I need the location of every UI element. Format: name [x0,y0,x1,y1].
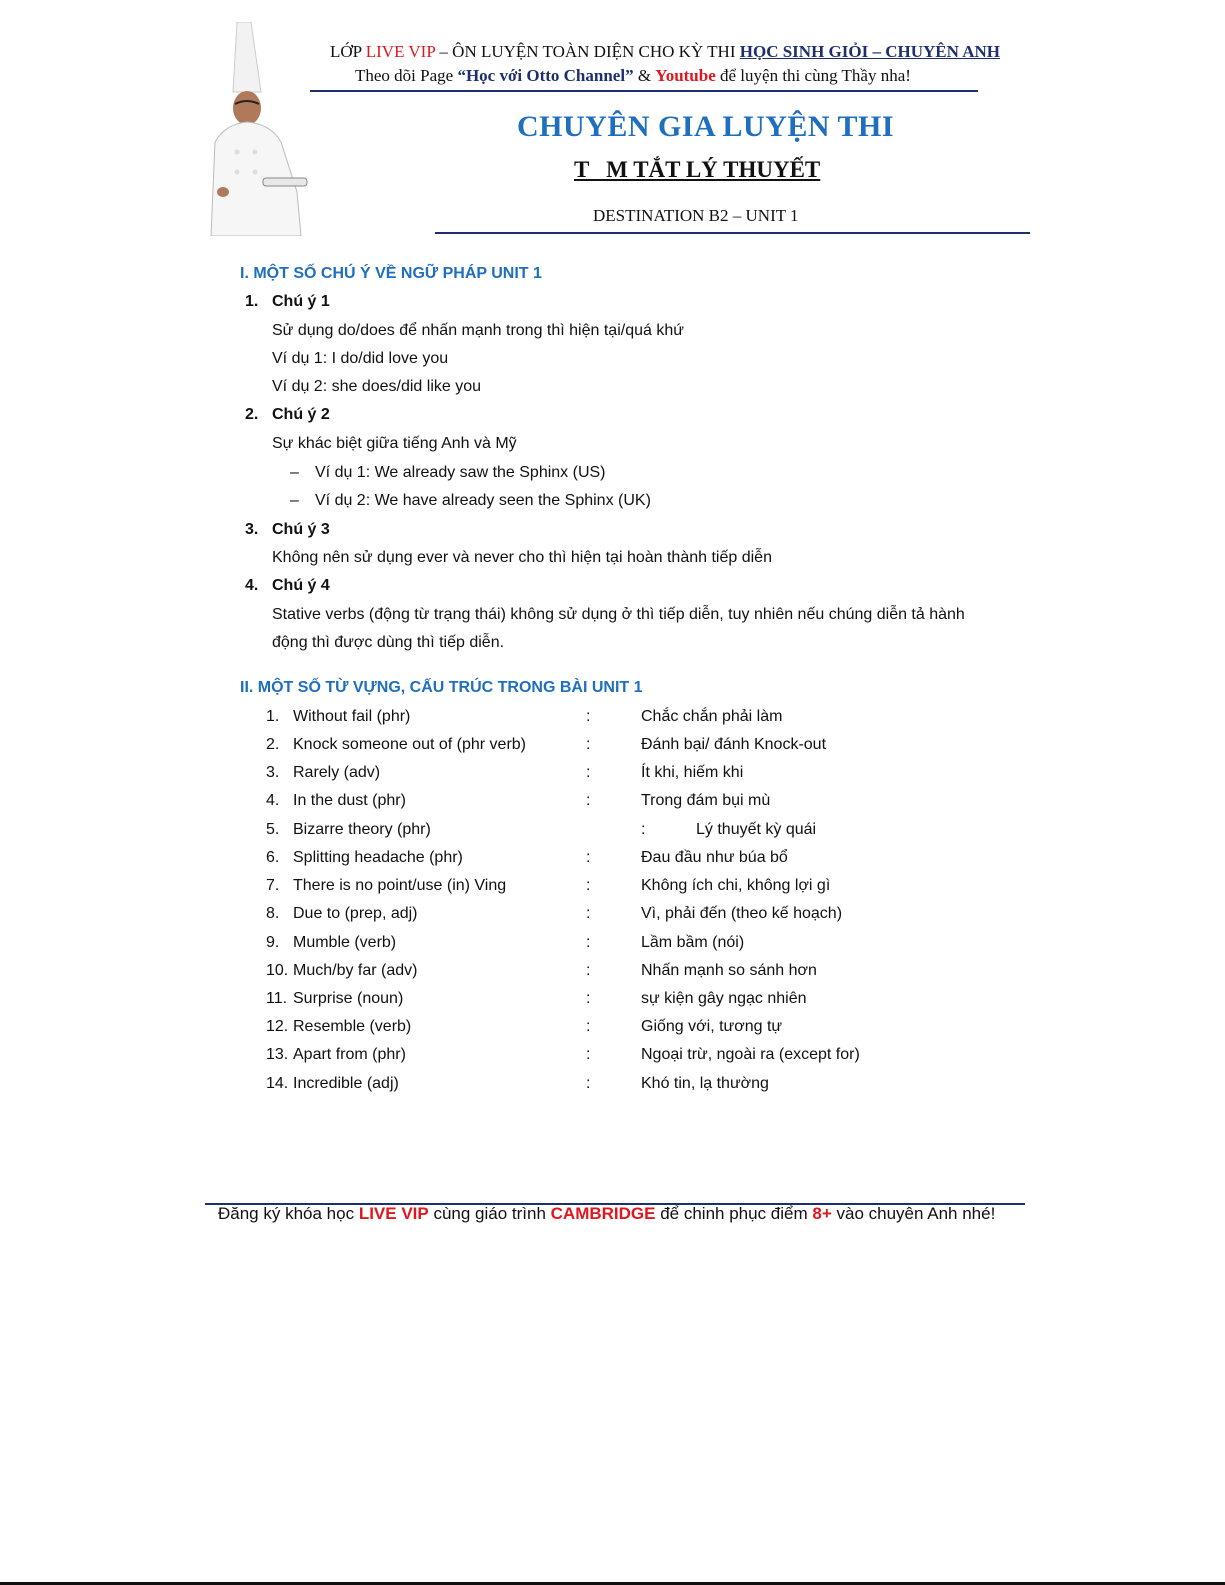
header-line2-e: để luyện thi cùng Thầy nha! [715,66,911,85]
footer-promo [218,1204,995,1224]
vocab-row [266,905,886,929]
vocab-term: Resemble (verb) [293,1018,412,1035]
vocab-term: Apart from (phr) [293,1046,406,1063]
vocab-term: Rarely (adv) [293,764,381,781]
title-divider [435,232,1030,234]
note-1-example-1: Ví dụ 1: I do/did love you [272,350,449,367]
vocab-num: 7. [266,877,280,894]
vocab-colon: : [586,990,591,1007]
note-4-text-line-1: Stative verbs (động từ trạng thái) không sử dụng ở thì tiếp diễn, tuy nhiên nếu chúng diễn tả hành [272,606,965,623]
header-divider [310,90,978,92]
header-course-line [330,42,1000,62]
note-1-example-2: Ví dụ 2: she does/did like you [272,378,482,395]
vocab-term: Surprise (noun) [293,990,404,1007]
vocab-row [266,990,886,1014]
vocab-term: Mumble (verb) [293,934,397,951]
header-line2-c: & [633,66,656,85]
vocab-term: Incredible (adj) [293,1075,399,1092]
header-line1-a: LỚP [330,42,366,61]
vocab-num: 11. [266,990,288,1007]
destination-label: DESTINATION B2 – UNIT 1 [593,206,799,225]
dash-text: Ví dụ 2: We have already seen the Sphinx (UK) [315,492,651,509]
vocab-row [266,821,886,845]
chef-teacher-photo [205,22,313,236]
note-3-text: Không nên sử dụng ever và never cho thì hiện tại hoàn thành tiếp diễn [272,549,772,566]
note-num: 1. [245,293,259,310]
vocab-row [266,934,886,958]
vocab-term: Due to (prep, adj) [293,905,418,922]
vocab-meaning: sự kiện gây ngạc nhiên [641,990,807,1007]
vocab-num: 13. [266,1046,289,1063]
header-youtube: Youtube [655,66,716,85]
header-line1-c: – ÔN LUYỆN TOÀN DIỆN CHO KỲ THI [435,42,740,61]
note-1-text: Sử dụng do/does để nhấn mạnh trong thì hiện tại/quá khứ [272,322,684,339]
vocab-colon: : [586,764,591,781]
vocab-colon: : [641,821,646,838]
vocab-num: 3. [266,764,280,781]
note-2-example-2: – Ví dụ 2: We have already seen the Sphinx (UK) [290,492,651,509]
vocab-num: 8. [266,905,280,922]
vocab-colon: : [586,1075,591,1092]
vocab-colon: : [586,708,591,725]
note-title: Chú ý 4 [272,577,330,594]
vocab-row [266,1046,886,1070]
vocab-num: 10. [266,962,289,979]
footer-live-vip: LIVE VIP [358,1204,429,1223]
vocab-num: 6. [266,849,280,866]
note-1-heading [245,293,330,311]
note-2-text: Sự khác biệt giữa tiếng Anh và Mỹ [272,435,517,452]
section-2-heading: II. MỘT SỐ TỪ VỰNG, CẤU TRÚC TRONG BÀI UNIT 1 [240,679,643,696]
header-line2-a: Theo dõi Page [355,66,458,85]
vocab-colon: : [586,1018,591,1035]
vocab-num: 14. [266,1075,289,1092]
vocab-term: Bizarre theory (phr) [293,821,431,838]
vocab-row [266,877,886,901]
header-live-vip: LIVE VIP [365,42,436,61]
dash-text: Ví dụ 1: We already saw the Sphinx (US) [315,464,606,481]
vocab-row [266,792,886,816]
vocab-term: Splitting headache (phr) [293,849,463,866]
vocab-colon: : [586,934,591,951]
footer-cambridge: CAMBRIDGE [550,1204,656,1223]
footer-g: vào chuyên Anh nhé! [831,1204,996,1223]
vocab-term: Much/by far (adv) [293,962,418,979]
note-num: 2. [245,406,259,423]
note-num: 3. [245,521,259,538]
header-follow-line [355,66,911,86]
page-subtitle: T M TẮT LÝ THUYẾT [574,157,821,182]
vocab-row [266,1075,886,1099]
vocab-meaning: Chắc chắn phải làm [641,708,783,725]
vocab-meaning: Ít khi, hiếm khi [641,764,744,781]
vocab-term: Without fail (phr) [293,708,411,725]
vocab-num: 12. [266,1018,289,1035]
section-1-heading: I. MỘT SỐ CHÚ Ý VỀ NGỮ PHÁP UNIT 1 [240,265,542,282]
vocab-colon: : [586,905,591,922]
vocab-meaning: Đau đầu như búa bổ [641,849,788,866]
vocab-term: In the dust (phr) [293,792,406,809]
vocab-num: 1. [266,708,280,725]
note-3-heading [245,521,330,539]
vocab-row [266,1018,886,1042]
vocab-row [266,736,886,760]
note-title: Chú ý 1 [272,293,330,310]
vocab-num: 4. [266,792,280,809]
vocab-colon: : [586,1046,591,1063]
vocab-colon: : [586,877,591,894]
vocab-meaning: Ngoại trừ, ngoài ra (except for) [641,1046,860,1063]
vocab-meaning: Trong đám bụi mù [641,792,771,809]
vocab-meaning: Không ích chi, không lợi gì [641,877,831,894]
vocab-meaning: Đánh bại/ đánh Knock-out [641,736,827,753]
footer-c: cùng giáo trình [428,1204,551,1223]
vocab-row [266,962,886,986]
vocab-row [266,764,886,788]
footer-score: 8+ [812,1204,832,1223]
vocab-term: There is no point/use (in) Ving [293,877,507,894]
vocab-colon: : [586,736,591,753]
vocab-term: Knock someone out of (phr verb) [293,736,527,753]
note-title: Chú ý 2 [272,406,330,423]
vocab-meaning: Giống với, tương tự [641,1018,783,1035]
vocab-colon: : [586,962,591,979]
vocab-meaning: Vì, phải đến (theo kế hoạch) [641,905,843,922]
vocab-meaning: Lý thuyết kỳ quái [696,821,817,838]
header-channel-name: “Học với Otto Channel” [457,66,634,85]
vocab-colon: : [586,849,591,866]
vocab-row [266,849,886,873]
vocab-meaning: Nhấn mạnh so sánh hơn [641,962,817,979]
vocab-row [266,708,886,732]
footer-a: Đăng ký khóa học [218,1204,359,1223]
vocab-num: 5. [266,821,280,838]
vocab-meaning: Khó tin, lạ thường [641,1075,769,1092]
page-title: CHUYÊN GIA LUYỆN THI [517,110,895,143]
footer-e: để chinh phục điểm [655,1204,813,1223]
note-4-text-line-2: động thì được dùng thì tiếp diễn. [272,634,505,651]
vocab-num: 9. [266,934,280,951]
note-2-example-1: – Ví dụ 1: We already saw the Sphinx (US) [290,464,606,481]
note-num: 4. [245,577,259,594]
note-4-heading [245,577,330,595]
note-2-heading [245,406,330,424]
header-hsg-link[interactable]: HỌC SINH GIỎI – CHUYÊN ANH [739,42,1000,61]
vocab-meaning: Lầm bầm (nói) [641,934,745,951]
vocab-num: 2. [266,736,280,753]
note-title: Chú ý 3 [272,521,330,538]
vocab-colon: : [586,792,591,809]
